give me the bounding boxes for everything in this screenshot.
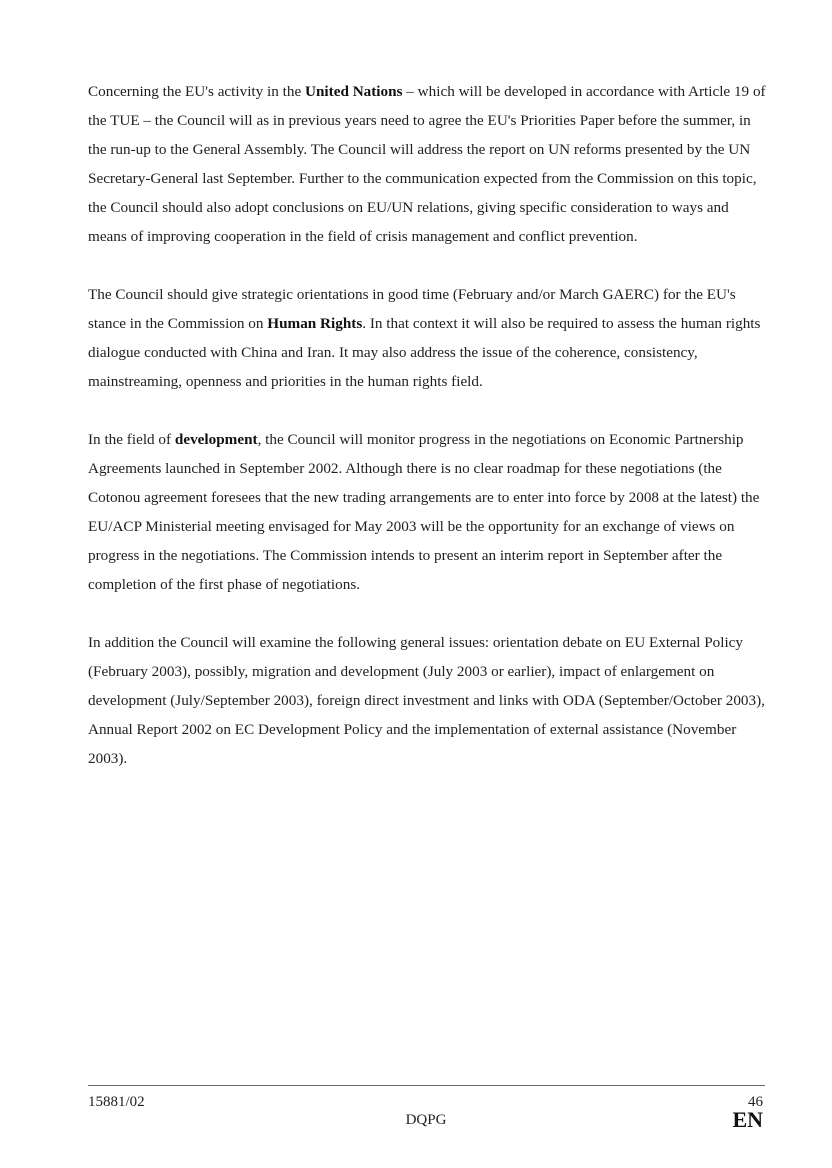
paragraph-human-rights bbox=[88, 280, 768, 396]
segment-text: Concerning the EU's activity in the bbox=[88, 83, 306, 100]
segment-text: In addition the Council will examine the following general issues: orientation debate on EU External Policy (February 2003), possibly, migration and development (July 2003 or earlier), impact of enlargement on development (July/September 2003), foreign direct investment and links with ODA (September/October 2003), Annual Report 2002 on EC Development Policy and the implementation of external assistance (November 2003). bbox=[88, 634, 765, 767]
keyword-development: development bbox=[174, 431, 258, 448]
segment-text: . In that context it will also be required to assess the human rights dialogue conducted with China and Iran. It may also address the issue of the coherence, consistency, mainstreaming, openness and priorities in the human rights field. bbox=[88, 315, 761, 390]
paragraph-general-issues bbox=[88, 628, 768, 773]
segment-text: , the Council will monitor progress in the negotiations on Economic Partnership Agreements launched in September 2002. Although there is no clear roadmap for these negotiations (the Cotonou agreement foresees that the new trading arrangements are to enter into force by 2008 at the latest) the EU/ACP Ministerial meeting envisaged for May 2003 will be the opportunity for an exchange of views on progress in the negotiations. The Commission intends to present an interim report in September after the completion of the first phase of negotiations. bbox=[88, 431, 760, 593]
segment-text: The Council should give strategic orientations in good time (February and/or March GAERC) for the EU's stance in the Commission on bbox=[88, 286, 736, 332]
paragraph-united-nations bbox=[88, 77, 768, 251]
paragraph-development bbox=[88, 425, 768, 599]
body-text bbox=[88, 77, 768, 773]
department-code: DQPG bbox=[405, 1112, 447, 1128]
document-number: 15881/02 bbox=[88, 1094, 145, 1110]
keyword-human-rights: Human Rights bbox=[267, 315, 363, 332]
footer-divider bbox=[88, 1085, 765, 1086]
segment-text: – which will be developed in accordance with Article 19 of the TUE – the Council will as in previous years need to agree the EU's Priorities Paper before the summer, in the run-up to the General Assembly. The Council will address the report on UN reforms presented by the UN Secretary-General last September. Further to the communication expected from the Commission on this topic, the Council should also adopt conclusions on EU/UN relations, giving specific consideration to ways and means of improving cooperation in the field of crisis management and conflict prevention. bbox=[88, 83, 766, 245]
language-code: EN bbox=[732, 1107, 763, 1132]
segment-text: In the field of bbox=[88, 431, 175, 448]
keyword-united-nations: United Nations bbox=[305, 83, 403, 100]
page-number: 46 bbox=[748, 1094, 763, 1110]
